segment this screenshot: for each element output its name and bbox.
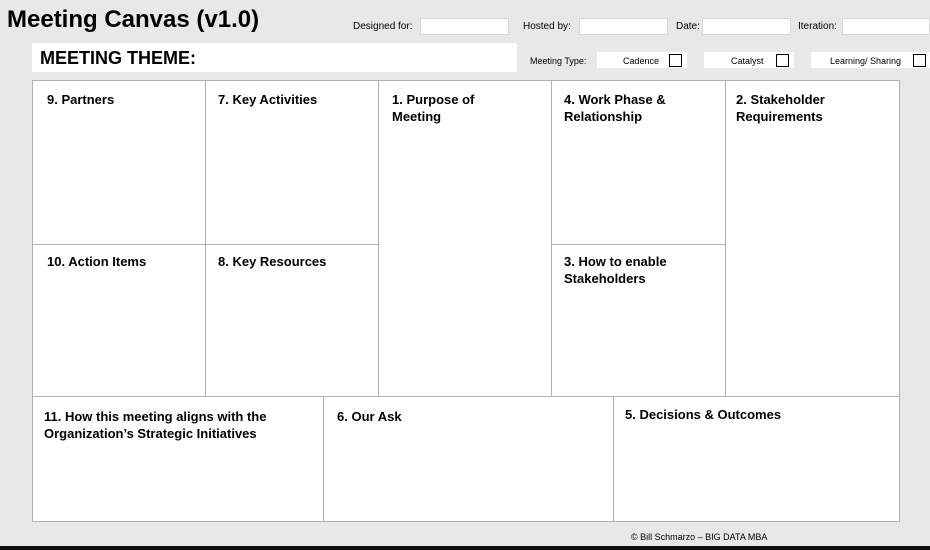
grid-line (205, 81, 206, 397)
footer-credit: © Bill Schmarzo – BIG DATA MBA (631, 532, 768, 542)
canvas-grid (32, 80, 900, 522)
cell-key-resources: 8. Key Resources (218, 254, 327, 269)
hosted-by-label: Hosted by: (523, 21, 571, 32)
cell-action-items: 10. Action Items (47, 254, 147, 269)
catalyst-checkbox[interactable] (776, 54, 789, 67)
cell-strategic-alignment: 11. How this meeting aligns with the Organization’s Strategic Initiatives (44, 409, 267, 441)
cell-decisions-outcomes: 5. Decisions & Outcomes (625, 407, 782, 422)
grid-line (613, 397, 614, 521)
grid-line (378, 81, 379, 397)
iteration-label: Iteration: (798, 21, 837, 32)
grid-line (323, 397, 324, 521)
cadence-checkbox[interactable] (669, 54, 682, 67)
grid-line (33, 396, 899, 397)
grid-line (552, 244, 726, 245)
date-input[interactable] (702, 18, 791, 35)
learning-sharing-checkbox[interactable] (913, 54, 926, 67)
designed-for-input[interactable] (420, 18, 509, 35)
date-label: Date: (676, 21, 700, 32)
meeting-type-label: Meeting Type: (530, 56, 587, 66)
cell-enable-stakeholders: 3. How to enable Stakeholders (564, 254, 667, 286)
cadence-label: Cadence (623, 56, 660, 66)
catalyst-label: Catalyst (731, 56, 764, 66)
iteration-input[interactable] (842, 18, 930, 35)
cell-work-phase: 4. Work Phase & Relationship (564, 92, 666, 124)
cell-key-activities: 7. Key Activities (218, 92, 318, 107)
meeting-theme-label: MEETING THEME: (40, 48, 196, 68)
grid-line (551, 81, 552, 397)
designed-for-label: Designed for: (353, 21, 413, 32)
cell-stakeholder-requirements: 2. Stakeholder Requirements (736, 92, 825, 124)
canvas-title: Meeting Canvas (v1.0) (7, 6, 260, 33)
cell-our-ask: 6. Our Ask (337, 409, 402, 424)
bottom-bar (0, 546, 930, 550)
grid-line (725, 81, 726, 397)
learning-sharing-label: Learning/ Sharing (830, 56, 902, 66)
grid-line (33, 244, 379, 245)
cell-partners: 9. Partners (47, 92, 115, 107)
cell-purpose: 1. Purpose of Meeting (392, 92, 475, 124)
hosted-by-input[interactable] (579, 18, 668, 35)
